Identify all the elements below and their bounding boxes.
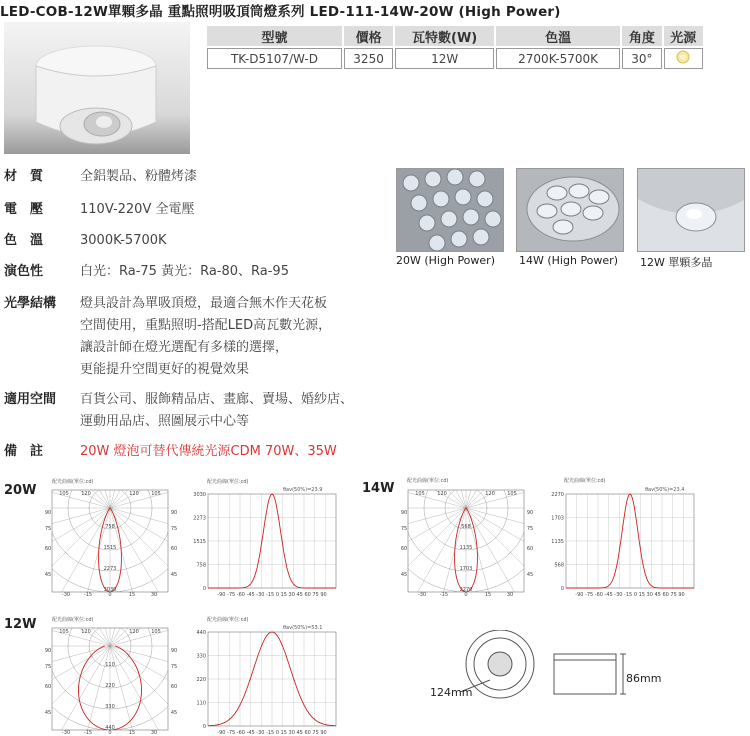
chart-label-14w: 14W (362, 481, 395, 496)
th-watt: 瓦特數(W) (395, 26, 494, 46)
polar-left-label: 90 (44, 648, 52, 654)
polar-left-label: 75 (44, 526, 52, 532)
polar-ring-label: 758 (105, 524, 115, 530)
polar-ring-label: 1515 (103, 545, 117, 551)
curve-ytick: 0 (202, 724, 206, 730)
polar-ring-label: 3030 (103, 587, 117, 593)
polar-top-label: 120 (81, 629, 91, 635)
height-label: 86mm (626, 672, 662, 685)
th-source: 光源 (664, 26, 703, 46)
polar-bottom-label: -30 (417, 592, 427, 598)
polar-left-label: 75 (400, 526, 408, 532)
curve-ytick: 1703 (551, 515, 564, 522)
curve-chart-14w (544, 484, 700, 598)
thumb-caption-14w: 14W (High Power) (519, 254, 618, 267)
th-angle: 角度 (622, 26, 661, 46)
curve-xticks: -90 -75 -60 -45 -30 -15 0 15 30 45 60 75 90 (217, 730, 327, 736)
polar-left-label: 60 (400, 546, 408, 552)
polar-bottom-label: 30 (150, 730, 158, 736)
polar-right-label: 60 (526, 546, 534, 552)
polar-bottom-label: 15 (484, 592, 492, 598)
curve-ytick: 0 (202, 586, 206, 592)
polar-title-14w: 配光曲線(單位:cd) (407, 478, 449, 484)
curve-title-14w: 配光曲線(單位:cd) (564, 478, 606, 484)
polar-ring-label: 330 (105, 704, 115, 710)
polar-left-label: 45 (44, 710, 52, 716)
spec-table (205, 24, 705, 71)
td-cct: 2700K-5700K (496, 48, 620, 69)
thumb-caption-20w: 20W (High Power) (396, 254, 495, 267)
curve-ytick: 3030 (193, 492, 206, 498)
curve-title-12w: 配光曲線(單位:cd) (207, 617, 249, 623)
th-model: 型號 (207, 26, 342, 46)
curve-ytick: 1515 (193, 539, 206, 545)
side-view-drawing (548, 650, 628, 700)
theta-12w: θav(50%)=53.1 (283, 625, 323, 631)
polar-ring-label: 568 (461, 524, 471, 530)
polar-bottom-label: -30 (61, 730, 71, 736)
polar-title-12w: 配光曲線(單位:cd) (52, 617, 94, 623)
product-photo (4, 22, 190, 154)
curve-xticks: -90 -75 -60 -45 -30 -15 0 15 30 45 60 75 90 (575, 592, 685, 598)
polar-chart-12w (36, 622, 184, 736)
theta-14w: θav(50%)=23.4 (645, 487, 685, 493)
curve-ytick: 330 (196, 653, 206, 660)
polar-chart-14w (392, 484, 540, 598)
page-title: LED-COB-12W單顆多晶 重點照明吸頂筒燈系列 LED-111-14W-20W (High Power) (0, 4, 561, 20)
polar-right-label: 90 (170, 648, 178, 654)
polar-right-label: 45 (526, 572, 534, 578)
polar-right-label: 75 (526, 526, 534, 532)
td-angle: 30° (622, 48, 661, 69)
curve-title-20w: 配光曲線(單位:cd) (207, 479, 249, 485)
polar-title-20w: 配光曲線(單位:cd) (52, 479, 94, 485)
polar-ring-label: 1703 (459, 566, 473, 572)
th-cct: 色溫 (496, 26, 620, 46)
theta-20w: θav(50%)=23.9 (283, 487, 323, 493)
polar-right-label: 45 (170, 710, 178, 716)
polar-bottom-label: -15 (439, 592, 449, 598)
polar-top-label: 105 (59, 629, 69, 635)
td-watt: 12W (395, 48, 494, 69)
polar-top-label: 120 (437, 491, 447, 497)
polar-left-label: 60 (44, 684, 52, 690)
polar-right-label: 60 (170, 546, 178, 552)
polar-bottom-label: 15 (128, 592, 136, 598)
polar-top-label: 120 (129, 491, 139, 497)
td-model: TK-D5107/W-D (207, 48, 342, 69)
polar-top-label: 105 (151, 629, 161, 635)
led-chip-icon (673, 49, 693, 65)
polar-ring-label: 110 (105, 662, 115, 668)
polar-bottom-label: -30 (61, 592, 71, 598)
polar-top-label: 105 (151, 491, 161, 497)
polar-right-label: 75 (170, 664, 178, 670)
polar-bottom-label: 30 (506, 592, 514, 598)
polar-left-label: 75 (44, 664, 52, 670)
polar-left-label: 60 (44, 546, 52, 552)
polar-right-label: 90 (170, 510, 178, 516)
thumb-14w (516, 168, 624, 252)
chart-label-20w: 20W (4, 483, 37, 498)
polar-bottom-label: 0 (108, 730, 112, 736)
polar-top-label: 120 (129, 629, 139, 635)
curve-ytick: 220 (196, 677, 206, 683)
td-source (664, 48, 703, 69)
polar-top-label: 105 (59, 491, 69, 497)
polar-bottom-label: 0 (108, 592, 112, 598)
curve-ytick: 568 (554, 562, 564, 569)
curve-ytick: 758 (196, 562, 206, 569)
curve-ytick: 110 (196, 700, 206, 707)
polar-ring-label: 1135 (459, 545, 473, 551)
polar-right-label: 45 (170, 572, 178, 578)
polar-ring-label: 2273 (103, 566, 117, 572)
polar-left-label: 45 (400, 572, 408, 578)
thumb-20w (396, 168, 504, 252)
polar-right-label: 75 (170, 526, 178, 532)
polar-ring-label: 2270 (459, 587, 473, 593)
polar-bottom-label: -15 (83, 592, 93, 598)
polar-bottom-label: -15 (83, 730, 93, 736)
curve-ytick: 2273 (193, 515, 206, 522)
curve-chart-12w (186, 622, 342, 736)
polar-top-label: 120 (485, 491, 495, 497)
polar-top-label: 105 (507, 491, 517, 497)
polar-left-label: 90 (44, 510, 52, 516)
polar-left-label: 45 (44, 572, 52, 578)
polar-ring-label: 440 (105, 725, 115, 731)
curve-ytick: 0 (560, 586, 564, 592)
polar-top-label: 120 (81, 491, 91, 497)
polar-bottom-label: 15 (128, 730, 136, 736)
curve-ytick: 440 (196, 630, 206, 636)
polar-bottom-label: 30 (150, 592, 158, 598)
curve-chart-20w (186, 484, 342, 598)
thumb-caption-12w: 12W 單顆多晶 (640, 256, 713, 269)
polar-left-label: 90 (400, 510, 408, 516)
polar-right-label: 60 (170, 684, 178, 690)
thumb-12w (637, 168, 745, 252)
polar-top-label: 105 (415, 491, 425, 497)
diameter-label: 124mm (430, 686, 473, 699)
td-price: 3250 (344, 48, 393, 69)
polar-ring-label: 220 (105, 683, 115, 689)
curve-ytick: 1135 (551, 539, 564, 545)
polar-right-label: 90 (526, 510, 534, 516)
curve-ytick: 2270 (551, 492, 564, 498)
top-view-drawing (420, 630, 540, 730)
chart-label-12w: 12W (4, 617, 37, 632)
th-price: 價格 (344, 26, 393, 46)
polar-chart-20w (36, 484, 184, 598)
curve-xticks: -90 -75 -60 -45 -30 -15 0 15 30 45 60 75 90 (217, 592, 327, 598)
polar-bottom-label: 0 (464, 592, 468, 598)
